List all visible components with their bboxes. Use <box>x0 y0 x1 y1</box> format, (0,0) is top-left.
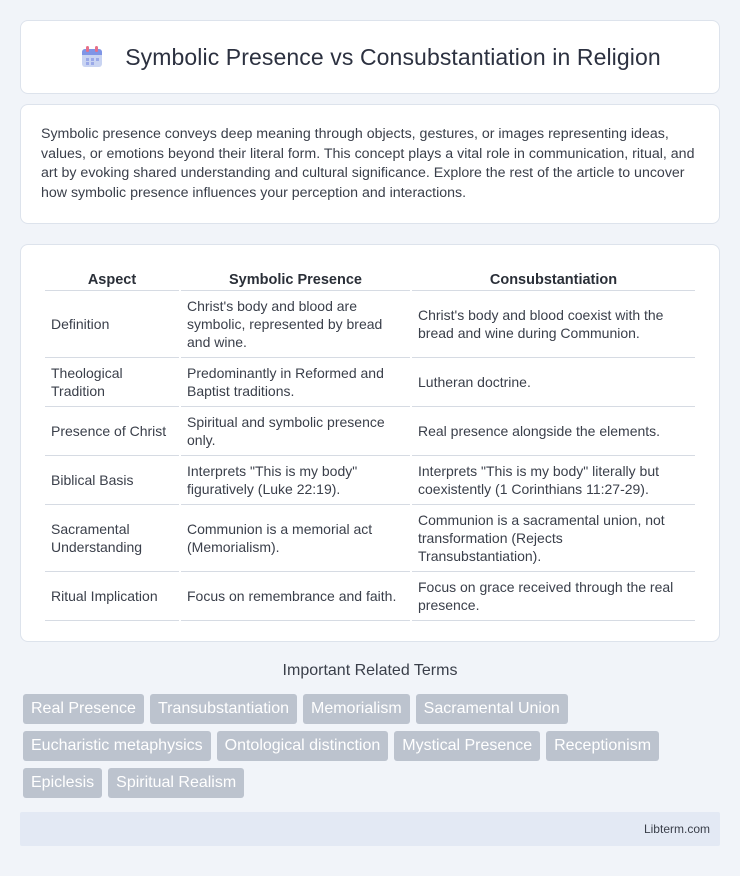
calendar-icon <box>79 44 105 70</box>
cell-consubstantiation: Focus on grace received through the real presence. <box>412 572 695 621</box>
tag-spiritual-realism[interactable]: Spiritual Realism <box>108 768 244 798</box>
intro-card <box>20 104 720 224</box>
cell-symbolic: Communion is a memorial act (Memorialism). <box>181 505 410 572</box>
comparison-table <box>43 263 697 621</box>
cell-symbolic: Christ's body and blood are symbolic, represented by bread and wine. <box>181 291 410 358</box>
related-terms-title: Important Related Terms <box>282 662 458 679</box>
header-aspect: Aspect <box>45 263 179 291</box>
cell-aspect: Sacramental Understanding <box>45 505 179 572</box>
tag-transubstantiation[interactable]: Transubstantiation <box>150 694 297 724</box>
tag-real-presence[interactable]: Real Presence <box>23 694 144 724</box>
cell-aspect: Ritual Implication <box>45 572 179 621</box>
table-row <box>45 505 695 572</box>
related-terms-tags <box>23 694 723 798</box>
header-consubstantiation: Consubstantiation <box>412 263 695 291</box>
cell-consubstantiation: Real presence alongside the elements. <box>412 407 695 456</box>
tag-receptionism[interactable]: Receptionism <box>546 731 659 761</box>
footer <box>20 812 720 846</box>
tag-ontological-distinction[interactable]: Ontological distinction <box>217 731 389 761</box>
cell-aspect: Biblical Basis <box>45 456 179 505</box>
cell-symbolic: Predominantly in Reformed and Baptist traditions. <box>181 358 410 407</box>
table-row <box>45 572 695 621</box>
cell-symbolic: Spiritual and symbolic presence only. <box>181 407 410 456</box>
cell-consubstantiation: Interprets "This is my body" literally but coexistently (1 Corinthians 11:27-29). <box>412 456 695 505</box>
footer-brand[interactable]: Libterm.com <box>643 822 710 836</box>
page-title: Symbolic Presence vs Consubstantiation in Religion <box>125 43 661 70</box>
title-card <box>20 20 720 94</box>
tag-sacramental-union[interactable]: Sacramental Union <box>416 694 568 724</box>
cell-aspect: Theological Tradition <box>45 358 179 407</box>
tag-memorialism[interactable]: Memorialism <box>303 694 410 724</box>
cell-aspect: Presence of Christ <box>45 407 179 456</box>
cell-aspect: Definition <box>45 291 179 358</box>
intro-text: Symbolic presence conveys deep meaning through objects, gestures, or images representing ideas, values, or emotions beyond their literal form. This concept plays a vital role in communication, ritual, and art by evoking shared understanding and cultural significance. Explore the rest of the article to uncover how symbolic presence influences your perception and interactions. <box>41 126 695 201</box>
table-row <box>45 407 695 456</box>
comparison-table-card <box>20 244 720 642</box>
table-header-row <box>45 263 695 291</box>
table-row <box>45 358 695 407</box>
tag-epiclesis[interactable]: Epiclesis <box>23 768 102 798</box>
cell-symbolic: Focus on remembrance and faith. <box>181 572 410 621</box>
cell-symbolic: Interprets "This is my body" figuratively (Luke 22:19). <box>181 456 410 505</box>
table-row <box>45 456 695 505</box>
tag-eucharistic-metaphysics[interactable]: Eucharistic metaphysics <box>23 731 211 761</box>
tag-mystical-presence[interactable]: Mystical Presence <box>394 731 540 761</box>
cell-consubstantiation: Communion is a sacramental union, not transformation (Rejects Transubstantiation). <box>412 505 695 572</box>
table-row <box>45 291 695 358</box>
cell-consubstantiation: Lutheran doctrine. <box>412 358 695 407</box>
header-symbolic-presence: Symbolic Presence <box>181 263 410 291</box>
cell-consubstantiation: Christ's body and blood coexist with the bread and wine during Communion. <box>412 291 695 358</box>
